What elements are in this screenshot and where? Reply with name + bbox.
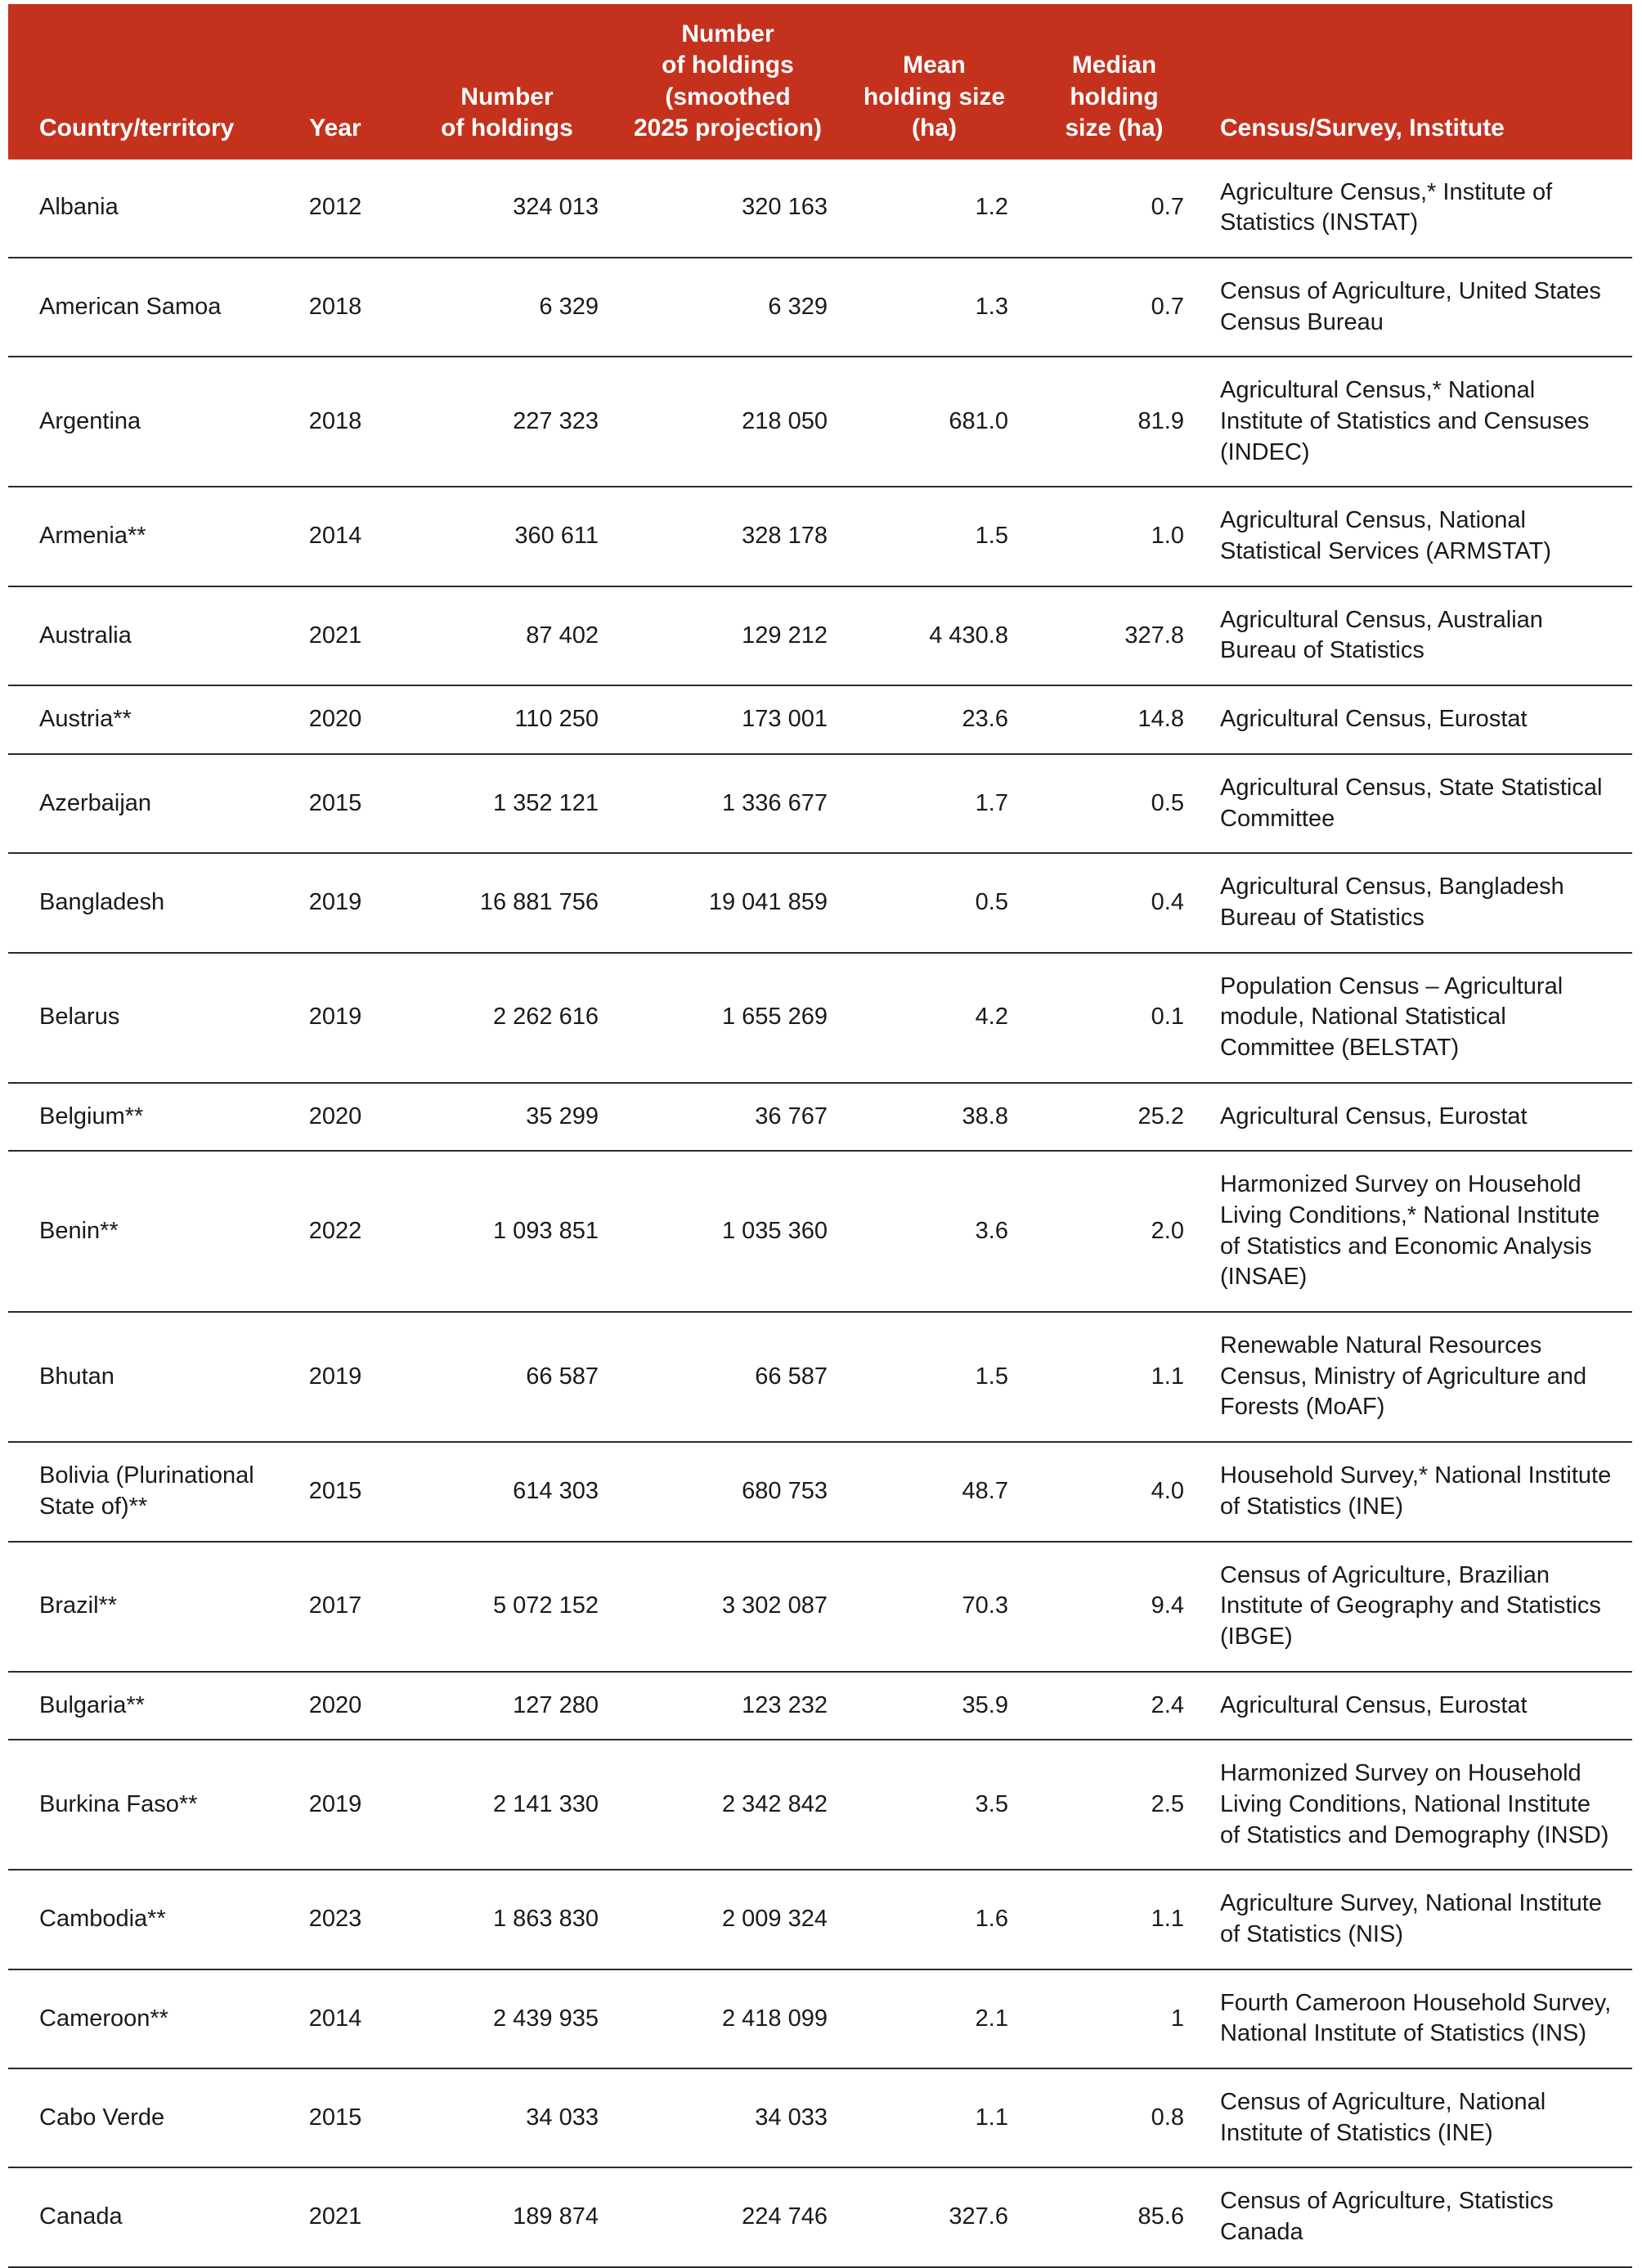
cell-number-of-holdings-smoothed: 173 001 <box>613 685 842 754</box>
cell-number-of-holdings: 6 329 <box>401 258 613 357</box>
cell-year: 2015 <box>270 1442 401 1541</box>
cell-number-of-holdings-smoothed: 328 178 <box>613 487 842 586</box>
cell-number-of-holdings: 360 611 <box>401 487 613 586</box>
cell-median-holding-size: 1.0 <box>1026 487 1202 586</box>
cell-number-of-holdings-smoothed: 123 232 <box>613 1672 842 1740</box>
cell-census-survey-institute: Agricultural Census, Australian Bureau of Statistics <box>1202 586 1632 685</box>
cell-year: 2019 <box>270 853 401 952</box>
cell-mean-holding-size: 1.6 <box>842 1870 1026 1969</box>
cell-country: Canada <box>8 2167 270 2266</box>
cell-year: 2017 <box>270 1542 401 1672</box>
cell-number-of-holdings: 324 013 <box>401 159 613 258</box>
table-row <box>8 853 1632 952</box>
cell-census-survey-institute: Population Census – Agricultural module, National Statistical Committee (BELSTAT) <box>1202 953 1632 1083</box>
cell-census-survey-institute: Agriculture Survey, National Institute of Statistics (NIS) <box>1202 1870 1632 1969</box>
column-header-median-holding-size: Median holding size (ha) <box>1065 52 1164 142</box>
cell-number-of-holdings: 110 250 <box>401 685 613 754</box>
cell-number-of-holdings: 35 299 <box>401 1083 613 1152</box>
table-row <box>8 953 1632 1083</box>
column-header-number-of-holdings-smoothed: Number of holdings (smoothed 2025 projection) <box>633 20 823 142</box>
cell-number-of-holdings-smoothed: 19 041 859 <box>613 853 842 952</box>
cell-number-of-holdings: 2 262 616 <box>401 953 613 1083</box>
cell-mean-holding-size: 327.6 <box>842 2167 1026 2266</box>
cell-median-holding-size: 0.4 <box>1026 853 1202 952</box>
table-row <box>8 685 1632 754</box>
cell-country: Belarus <box>8 953 270 1083</box>
cell-year: 2015 <box>270 2068 401 2167</box>
cell-country: Bangladesh <box>8 853 270 952</box>
cell-year: 2021 <box>270 586 401 685</box>
cell-year: 2018 <box>270 357 401 487</box>
column-header-country: Country/territory <box>39 115 235 142</box>
table-row <box>8 159 1632 258</box>
cell-number-of-holdings: 1 093 851 <box>401 1151 613 1312</box>
cell-mean-holding-size: 4.2 <box>842 953 1026 1083</box>
cell-median-holding-size: 25.2 <box>1026 1083 1202 1152</box>
cell-census-survey-institute: Agricultural Census, State Statistical Committee <box>1202 754 1632 853</box>
cell-median-holding-size: 327.8 <box>1026 586 1202 685</box>
cell-country: Austria** <box>8 685 270 754</box>
cell-median-holding-size: 81.9 <box>1026 357 1202 487</box>
cell-number-of-holdings-smoothed: 218 050 <box>613 357 842 487</box>
cell-mean-holding-size: 4 430.8 <box>842 586 1026 685</box>
column-header-mean-holding-size: Mean holding size (ha) <box>863 52 1006 142</box>
column-header-year: Year <box>309 115 361 142</box>
table-row <box>8 1083 1632 1152</box>
cell-median-holding-size: 9.4 <box>1026 1542 1202 1672</box>
cell-number-of-holdings-smoothed: 36 767 <box>613 1083 842 1152</box>
cell-number-of-holdings: 614 303 <box>401 1442 613 1541</box>
cell-country: Argentina <box>8 357 270 487</box>
cell-census-survey-institute: Renewable Natural Resources Census, Ministry of Agriculture and Forests (MoAF) <box>1202 1312 1632 1442</box>
table-row <box>8 1672 1632 1740</box>
table-row <box>8 1442 1632 1541</box>
cell-number-of-holdings: 66 587 <box>401 1312 613 1442</box>
cell-number-of-holdings-smoothed: 2 342 842 <box>613 1740 842 1870</box>
cell-number-of-holdings-smoothed: 129 212 <box>613 586 842 685</box>
cell-country: Bhutan <box>8 1312 270 1442</box>
cell-mean-holding-size: 1.5 <box>842 487 1026 586</box>
cell-country: Australia <box>8 586 270 685</box>
cell-year: 2015 <box>270 754 401 853</box>
agricultural-holdings-table <box>8 4 1632 2268</box>
cell-year: 2021 <box>270 2167 401 2266</box>
table-row <box>8 1740 1632 1870</box>
cell-mean-holding-size: 1.5 <box>842 1312 1026 1442</box>
cell-mean-holding-size: 3.6 <box>842 1151 1026 1312</box>
cell-median-holding-size: 4.0 <box>1026 1442 1202 1541</box>
cell-country: Burkina Faso** <box>8 1740 270 1870</box>
cell-number-of-holdings-smoothed: 680 753 <box>613 1442 842 1541</box>
cell-mean-holding-size: 3.5 <box>842 1740 1026 1870</box>
cell-country: Bolivia (Plurinational State of)** <box>8 1442 270 1541</box>
cell-year: 2019 <box>270 1312 401 1442</box>
cell-mean-holding-size: 2.1 <box>842 1969 1026 2068</box>
cell-number-of-holdings: 1 352 121 <box>401 754 613 853</box>
cell-mean-holding-size: 70.3 <box>842 1542 1026 1672</box>
cell-number-of-holdings-smoothed: 66 587 <box>613 1312 842 1442</box>
cell-number-of-holdings: 189 874 <box>401 2167 613 2266</box>
cell-median-holding-size: 0.7 <box>1026 258 1202 357</box>
table-row <box>8 1969 1632 2068</box>
table-row <box>8 2167 1632 2266</box>
cell-country: Cameroon** <box>8 1969 270 2068</box>
cell-census-survey-institute: Agricultural Census, Eurostat <box>1202 685 1632 754</box>
cell-mean-holding-size: 35.9 <box>842 1672 1026 1740</box>
cell-census-survey-institute: Fourth Cameroon Household Survey, National Institute of Statistics (INS) <box>1202 1969 1632 2068</box>
cell-census-survey-institute: Census of Agriculture, National Institute of Statistics (INE) <box>1202 2068 1632 2167</box>
cell-year: 2020 <box>270 1083 401 1152</box>
cell-number-of-holdings: 34 033 <box>401 2068 613 2167</box>
cell-census-survey-institute: Harmonized Survey on Household Living Conditions, National Institute of Statistics and Demography (INSD) <box>1202 1740 1632 1870</box>
cell-mean-holding-size: 0.5 <box>842 853 1026 952</box>
cell-number-of-holdings: 87 402 <box>401 586 613 685</box>
cell-country: Benin** <box>8 1151 270 1312</box>
header-row <box>8 4 1632 159</box>
cell-country: Belgium** <box>8 1083 270 1152</box>
cell-number-of-holdings-smoothed: 34 033 <box>613 2068 842 2167</box>
cell-year: 2012 <box>270 159 401 258</box>
cell-number-of-holdings-smoothed: 2 009 324 <box>613 1870 842 1969</box>
cell-mean-holding-size: 681.0 <box>842 357 1026 487</box>
cell-census-survey-institute: Agricultural Census, Eurostat <box>1202 1672 1632 1740</box>
cell-median-holding-size: 1.1 <box>1026 1870 1202 1969</box>
cell-number-of-holdings: 16 881 756 <box>401 853 613 952</box>
cell-census-survey-institute: Agricultural Census, National Statistical Services (ARMSTAT) <box>1202 487 1632 586</box>
cell-number-of-holdings-smoothed: 224 746 <box>613 2167 842 2266</box>
cell-mean-holding-size: 38.8 <box>842 1083 1026 1152</box>
cell-year: 2019 <box>270 1740 401 1870</box>
cell-median-holding-size: 2.4 <box>1026 1672 1202 1740</box>
cell-number-of-holdings-smoothed: 3 302 087 <box>613 1542 842 1672</box>
table-row <box>8 357 1632 487</box>
table-row <box>8 1151 1632 1312</box>
cell-number-of-holdings: 2 141 330 <box>401 1740 613 1870</box>
cell-number-of-holdings-smoothed: 2 418 099 <box>613 1969 842 2068</box>
cell-country: Azerbaijan <box>8 754 270 853</box>
cell-year: 2023 <box>270 1870 401 1969</box>
cell-median-holding-size: 0.8 <box>1026 2068 1202 2167</box>
cell-median-holding-size: 1 <box>1026 1969 1202 2068</box>
table-row <box>8 1312 1632 1442</box>
cell-census-survey-institute: Agricultural Census,* National Institute of Statistics and Censuses (INDEC) <box>1202 357 1632 487</box>
cell-mean-holding-size: 23.6 <box>842 685 1026 754</box>
cell-year: 2014 <box>270 487 401 586</box>
cell-country: Bulgaria** <box>8 1672 270 1740</box>
cell-median-holding-size: 0.7 <box>1026 159 1202 258</box>
cell-median-holding-size: 14.8 <box>1026 685 1202 754</box>
cell-census-survey-institute: Census of Agriculture, United States Census Bureau <box>1202 258 1632 357</box>
cell-census-survey-institute: Census of Agriculture, Brazilian Institute of Geography and Statistics (IBGE) <box>1202 1542 1632 1672</box>
cell-number-of-holdings-smoothed: 1 336 677 <box>613 754 842 853</box>
cell-census-survey-institute: Agriculture Census,* Institute of Statistics (INSTAT) <box>1202 159 1632 258</box>
cell-census-survey-institute: Agricultural Census, Eurostat <box>1202 1083 1632 1152</box>
cell-number-of-holdings: 227 323 <box>401 357 613 487</box>
cell-median-holding-size: 2.0 <box>1026 1151 1202 1312</box>
cell-country: Cambodia** <box>8 1870 270 1969</box>
cell-year: 2019 <box>270 953 401 1083</box>
cell-year: 2020 <box>270 685 401 754</box>
table-row <box>8 258 1632 357</box>
cell-median-holding-size: 85.6 <box>1026 2167 1202 2266</box>
cell-year: 2022 <box>270 1151 401 1312</box>
table-row <box>8 2068 1632 2167</box>
table-row <box>8 754 1632 853</box>
table-row <box>8 586 1632 685</box>
cell-median-holding-size: 0.1 <box>1026 953 1202 1083</box>
table-header <box>8 4 1632 159</box>
cell-median-holding-size: 2.5 <box>1026 1740 1202 1870</box>
cell-mean-holding-size: 48.7 <box>842 1442 1026 1541</box>
table-body <box>8 159 1632 2267</box>
cell-mean-holding-size: 1.7 <box>842 754 1026 853</box>
cell-census-survey-institute: Household Survey,* National Institute of Statistics (INE) <box>1202 1442 1632 1541</box>
cell-census-survey-institute: Agricultural Census, Bangladesh Bureau of Statistics <box>1202 853 1632 952</box>
cell-country: Cabo Verde <box>8 2068 270 2167</box>
cell-number-of-holdings-smoothed: 6 329 <box>613 258 842 357</box>
column-header-census-survey-institute: Census/Survey, Institute <box>1220 115 1505 142</box>
cell-year: 2014 <box>270 1969 401 2068</box>
cell-number-of-holdings-smoothed: 1 035 360 <box>613 1151 842 1312</box>
cell-census-survey-institute: Census of Agriculture, Statistics Canada <box>1202 2167 1632 2266</box>
cell-country: Brazil** <box>8 1542 270 1672</box>
cell-number-of-holdings: 1 863 830 <box>401 1870 613 1969</box>
cell-country: American Samoa <box>8 258 270 357</box>
table-row <box>8 1542 1632 1672</box>
cell-number-of-holdings-smoothed: 1 655 269 <box>613 953 842 1083</box>
cell-country: Albania <box>8 159 270 258</box>
cell-number-of-holdings: 127 280 <box>401 1672 613 1740</box>
cell-number-of-holdings-smoothed: 320 163 <box>613 159 842 258</box>
table-row <box>8 487 1632 586</box>
cell-year: 2018 <box>270 258 401 357</box>
cell-country: Armenia** <box>8 487 270 586</box>
column-header-number-of-holdings: Number of holdings <box>441 83 573 142</box>
table-row <box>8 1870 1632 1969</box>
cell-mean-holding-size: 1.3 <box>842 258 1026 357</box>
cell-mean-holding-size: 1.1 <box>842 2068 1026 2167</box>
cell-number-of-holdings: 5 072 152 <box>401 1542 613 1672</box>
cell-mean-holding-size: 1.2 <box>842 159 1026 258</box>
cell-census-survey-institute: Harmonized Survey on Household Living Conditions,* National Institute of Statistics and Economic Analysis (INSAE) <box>1202 1151 1632 1312</box>
cell-median-holding-size: 0.5 <box>1026 754 1202 853</box>
cell-number-of-holdings: 2 439 935 <box>401 1969 613 2068</box>
cell-median-holding-size: 1.1 <box>1026 1312 1202 1442</box>
cell-year: 2020 <box>270 1672 401 1740</box>
